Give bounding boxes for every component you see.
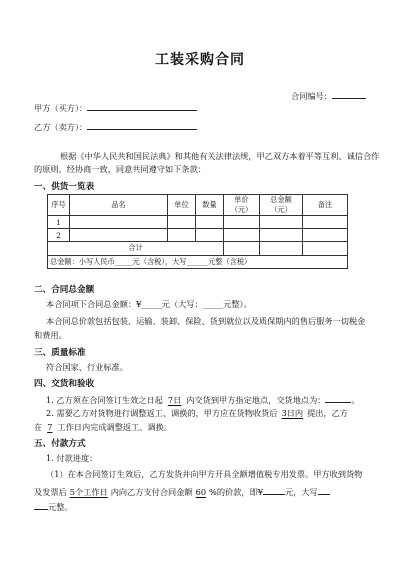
delivery-days-value[interactable]: 7日 [167, 395, 182, 405]
payment-amount-words-blank[interactable] [318, 485, 330, 495]
section-2-heading: 二、合同总金额 [34, 285, 95, 295]
payment-words-continued-blank[interactable] [34, 500, 48, 510]
table-cell[interactable] [196, 229, 224, 242]
col-header: 备注 [303, 195, 348, 216]
table-cell[interactable] [303, 242, 348, 255]
party-a-label: 甲方（买方）： [34, 103, 88, 113]
table-cell: 2 [48, 229, 70, 242]
table-row [48, 229, 348, 242]
party-a-field [34, 101, 197, 114]
party-a-blank[interactable] [87, 101, 197, 111]
payment-days-value[interactable]: 5个工作日 [69, 487, 108, 497]
text-span: 提出，乙方 [307, 408, 349, 418]
party-b-blank[interactable] [87, 120, 197, 130]
section-5-line-2: （1）在本合同签订生效后，乙方发货并向甲方开具全额增值税专用发票。甲方收到货物 [46, 469, 363, 479]
table-cell[interactable] [224, 242, 260, 255]
section-2-line-3: 和费用。 [34, 330, 67, 340]
col-header: 序号 [48, 195, 70, 216]
intro-line-2: 的原则，经协商一致，同意共同遵守如下条款： [34, 164, 206, 174]
text-span: 1. 乙方须在合同签订生效之日起 [46, 395, 163, 405]
section-3-heading: 三、质量标准 [34, 348, 86, 358]
section-5-line-3 [34, 485, 330, 498]
table-cell[interactable] [168, 216, 196, 229]
table-cell: 1 [48, 216, 70, 229]
delivery-location-blank[interactable] [325, 393, 351, 403]
payment-amount-blank[interactable] [263, 485, 285, 495]
table-cell[interactable] [196, 216, 224, 229]
contract-number-blank[interactable] [332, 89, 366, 99]
col-header: 品名 [70, 195, 168, 216]
section-4-line-3 [34, 422, 172, 433]
section-5-heading: 五、付款方式 [34, 439, 86, 449]
section-2-line-1: 本合同项下合同总金额：¥_____元（大写：_____元整）。 [46, 299, 252, 309]
table-cell[interactable] [70, 229, 168, 242]
section-5-line-4 [34, 500, 73, 513]
contract-number-field [291, 89, 366, 102]
table-cell[interactable] [168, 229, 196, 242]
section-2-line-2: 本合同总价款包括包装、运输、装卸、保险、货到就位以及质保期内的售后服务一切税金 [46, 316, 366, 326]
table-cell[interactable] [260, 229, 303, 242]
contract-number-label: 合同编号： [291, 91, 332, 101]
col-header: 数量 [196, 195, 224, 216]
table-header-row [48, 195, 348, 216]
text-span: 元整。 [48, 502, 73, 512]
table-cell[interactable] [224, 229, 260, 242]
section-4-line-1 [46, 393, 360, 406]
table-cell[interactable] [303, 216, 348, 229]
total-amount-text: 总金额：小写人民币_____元（含税），大写______元整（含税） [48, 255, 348, 268]
table-cell[interactable] [260, 216, 303, 229]
table-cell[interactable] [303, 229, 348, 242]
section-1-heading: 一、供货一览表 [34, 182, 95, 192]
col-header: 单位 [168, 195, 196, 216]
table-row [48, 216, 348, 229]
payment-percent-value[interactable]: 60 [195, 487, 207, 497]
text-span: 内向乙方支付合同金额 [110, 487, 193, 497]
text-span: 及发票后 [34, 487, 67, 497]
text-span: 。 [351, 395, 360, 405]
section-4-line-2 [46, 408, 348, 419]
contract-title: 工装采购合同 [155, 52, 245, 68]
claim-days-value[interactable]: 3日内 [281, 408, 304, 418]
text-span: 在 [34, 422, 43, 432]
subtotal-label: 合计 [48, 242, 224, 255]
text-span: 内交货到甲方指定地点，交货地点为： [186, 395, 326, 405]
rework-days-value[interactable]: 7 [47, 422, 53, 432]
table-total-row [48, 255, 348, 268]
section-5-line-1: 1. 付款进度： [46, 453, 98, 463]
col-header: 总金额（元） [260, 195, 303, 216]
text-span: 工作日内完成调整返工、调换。 [57, 422, 173, 432]
intro-line-1: 根据《中华人民共和国民法典》和其他有关法律法规，甲乙双方本着平等互利、诚信合作 [60, 151, 380, 161]
table-cell[interactable] [224, 216, 260, 229]
section-4-heading: 四、交货和验收 [34, 379, 95, 389]
party-b-label: 乙方（卖方）： [34, 122, 88, 132]
col-header: 单价（元） [224, 195, 260, 216]
table-cell[interactable] [260, 242, 303, 255]
table-subtotal-row [48, 242, 348, 255]
party-b-field [34, 120, 197, 133]
text-span: %的价款，即¥ [209, 487, 263, 497]
text-span: 2. 需要乙方对货物进行调整返工、调换的，甲方应在货物收货后 [46, 408, 278, 418]
table-cell[interactable] [70, 216, 168, 229]
text-span: 元，大写 [284, 487, 318, 497]
section-3-line-1: 符合国家、行业标准。 [46, 362, 128, 372]
supply-table [47, 194, 348, 269]
